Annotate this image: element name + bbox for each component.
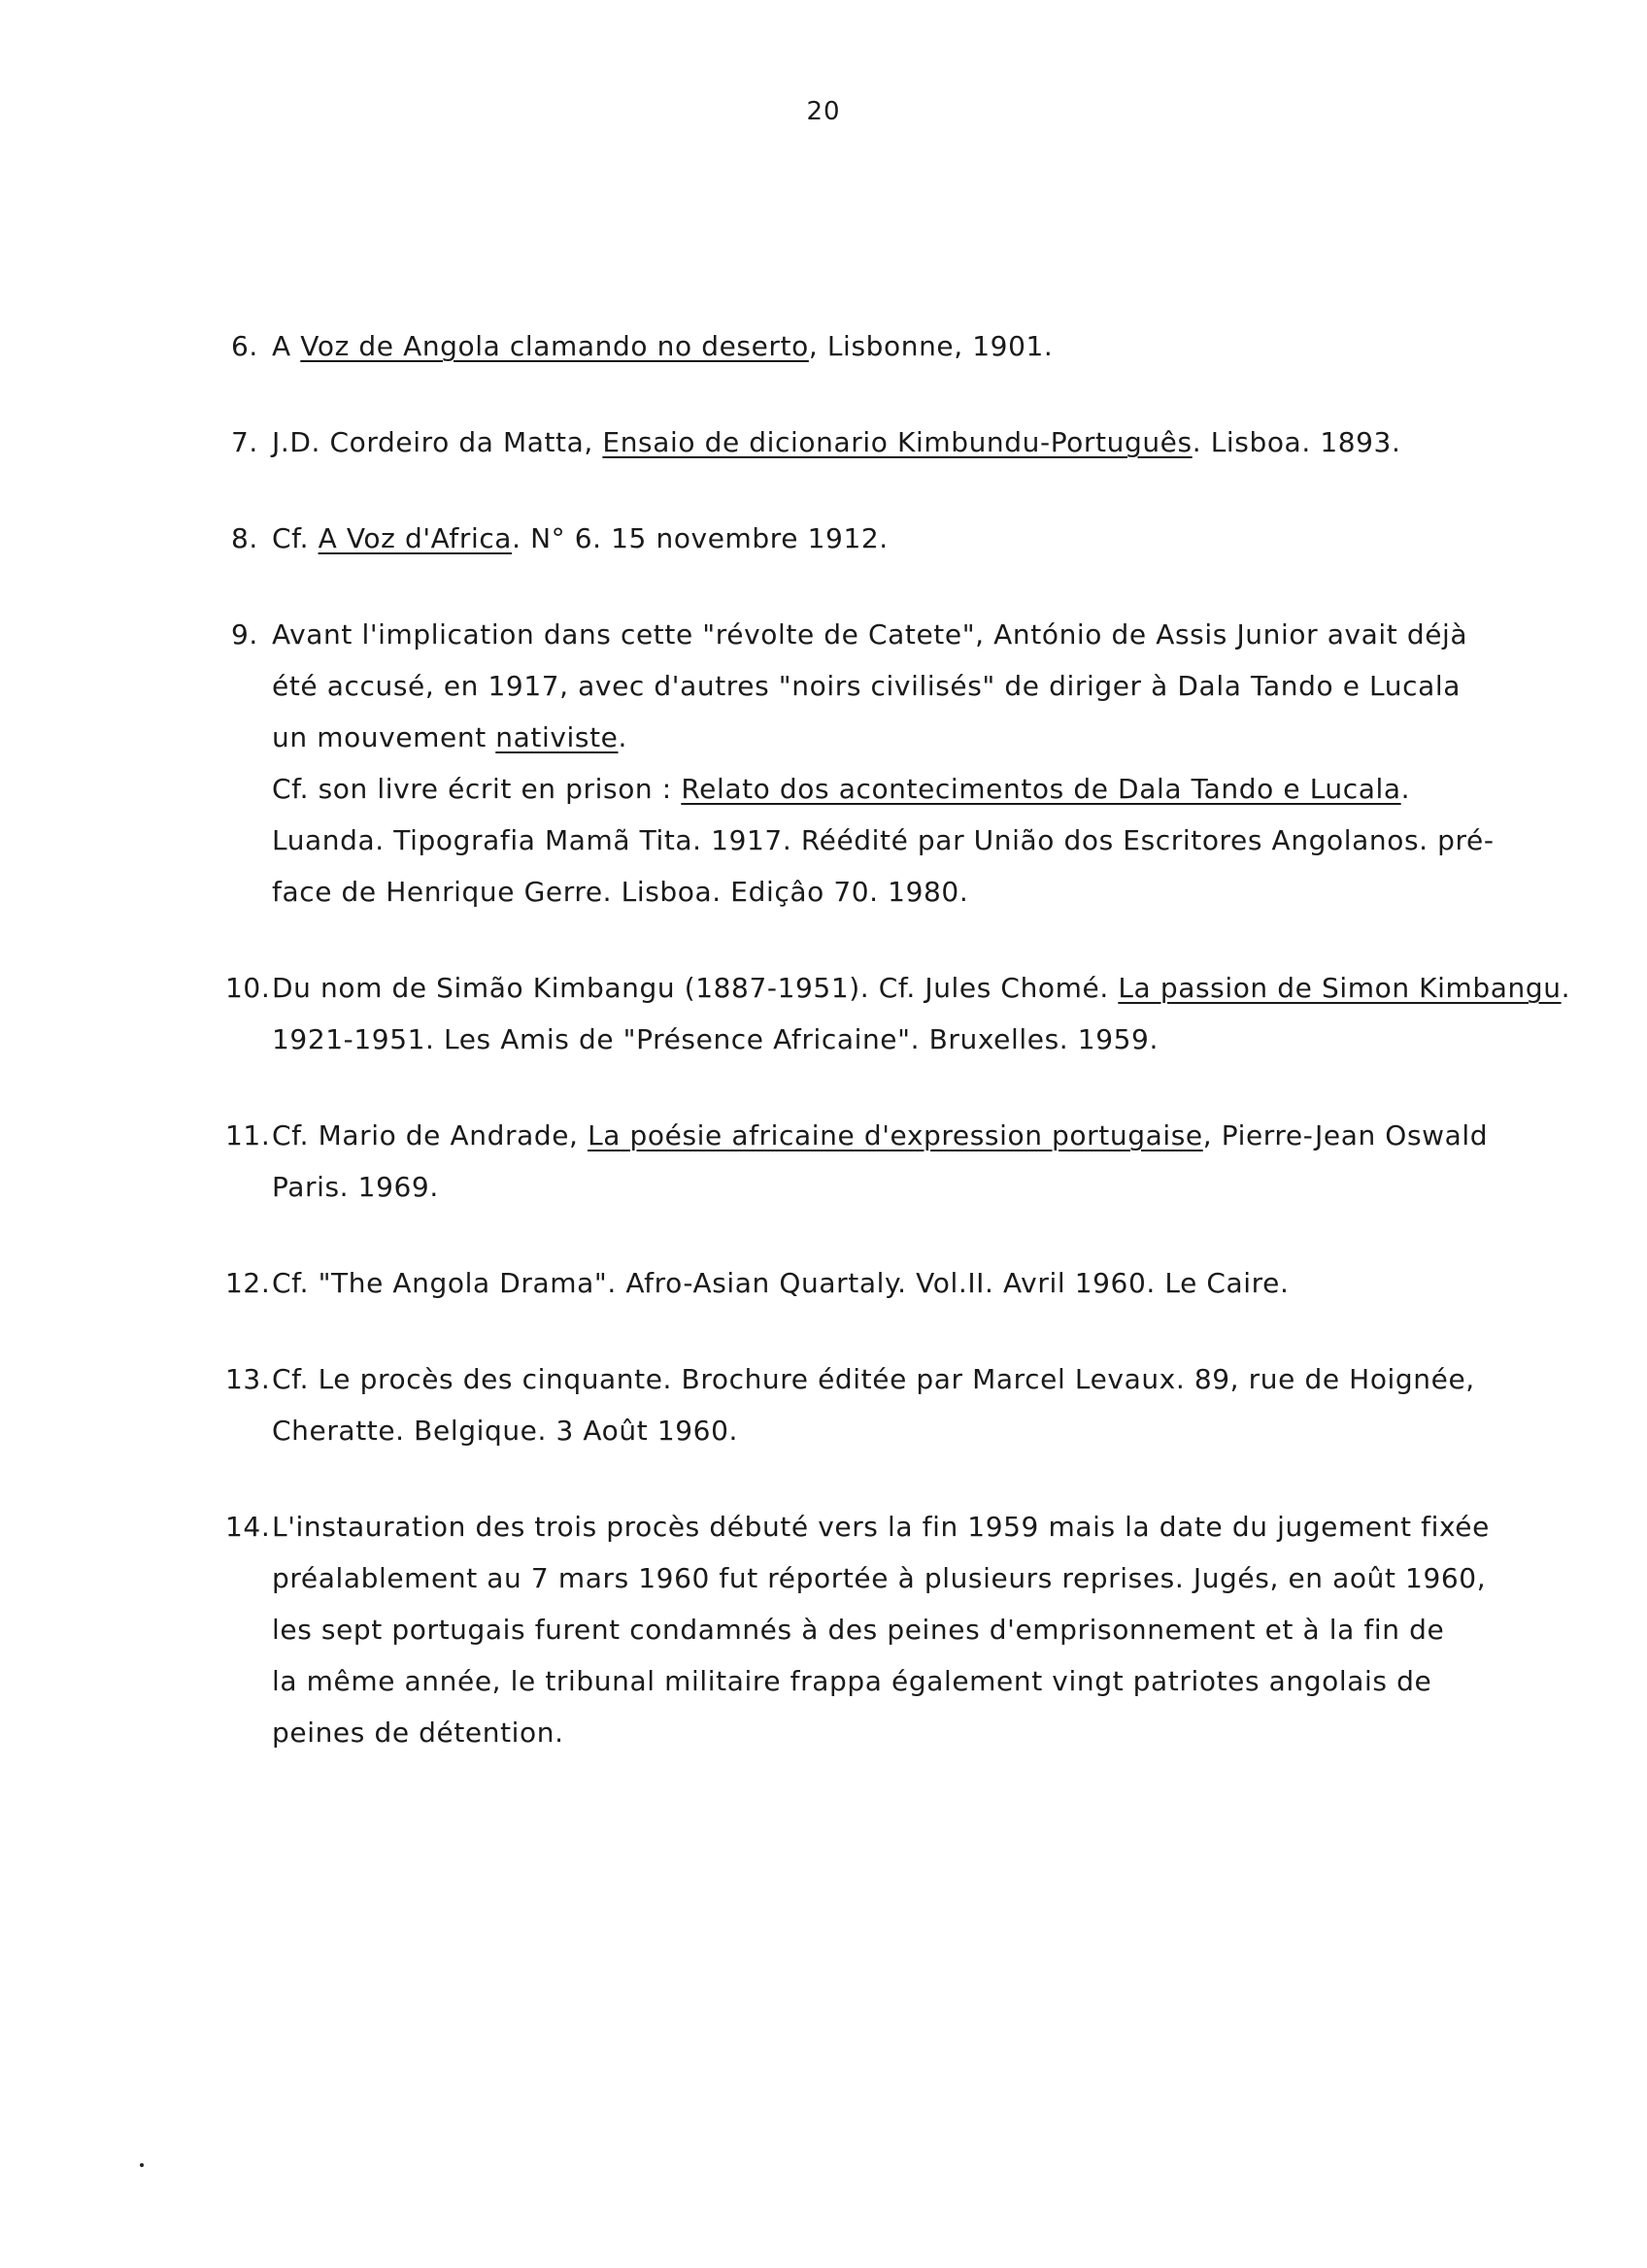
footnote-line: [272, 320, 1581, 372]
text-segment: préalablement au 7 mars 1960 fut réportée à plusieurs reprises. Jugés, en août 1960,: [272, 1562, 1487, 1594]
footnote-line: [272, 1552, 1581, 1604]
text-segment: Luanda. Tipografia Mamã Tita. 1917. Réédité par União dos Escritores Angolanos. pré-: [272, 824, 1495, 856]
text-segment: .: [1400, 773, 1411, 805]
footnote: [231, 320, 1581, 372]
footnote-line: [272, 513, 1581, 564]
footnote-number: 13.: [225, 1363, 271, 1395]
underlined-title: La passion de Simon Kimbangu: [1118, 972, 1562, 1004]
footnote-number: 7.: [231, 426, 258, 458]
text-segment: , Pierre-Jean Oswald: [1202, 1119, 1489, 1151]
footnote: [231, 609, 1581, 917]
underlined-title: La poésie africaine d'expression portugaise: [588, 1119, 1203, 1151]
footnote-line: [272, 866, 1581, 917]
footnote-line: [272, 1501, 1581, 1552]
text-segment: J.D. Cordeiro da Matta,: [272, 426, 603, 458]
footnote-number: 10.: [225, 972, 271, 1004]
page-number: 20: [806, 97, 841, 126]
footnote-line: [272, 1161, 1581, 1213]
underlined-title: Ensaio de dicionario Kimbundu-Português: [602, 426, 1193, 458]
text-segment: Cf. "The Angola Drama". Afro-Asian Quartaly. Vol.II. Avril 1960. Le Caire.: [272, 1267, 1290, 1299]
footnote-line: [272, 1604, 1581, 1655]
footnote-line: [272, 1257, 1581, 1309]
footnote: [225, 1110, 1581, 1213]
footnote-number: 12.: [225, 1267, 271, 1299]
text-segment: Avant l'implication dans cette "révolte de Catete", António de Assis Junior avait déjà: [272, 618, 1468, 650]
text-segment: A: [272, 330, 301, 362]
footnote-line: [272, 1405, 1581, 1456]
underlined-title: nativiste: [495, 721, 619, 753]
text-segment: Cf. son livre écrit en prison :: [272, 773, 682, 805]
footnote-number: 11.: [225, 1119, 271, 1151]
footnote-line: [272, 1353, 1581, 1405]
text-segment: L'instauration des trois procès débuté vers la fin 1959 mais la date du jugement fixée: [272, 1511, 1490, 1543]
underlined-title: A Voz d'Africa: [318, 522, 513, 554]
footnote-number: 9.: [231, 618, 258, 650]
footnote: [231, 513, 1581, 564]
underlined-title: Relato dos acontecimentos de Dala Tando e Lucala: [681, 773, 1401, 805]
text-segment: Cheratte. Belgique. 3 Août 1960.: [272, 1415, 738, 1447]
footnote-line: [272, 1655, 1581, 1707]
text-segment: 1921-1951. Les Amis de "Présence Africaine". Bruxelles. 1959.: [272, 1023, 1159, 1055]
footnote-line: [272, 962, 1581, 1014]
footnote-line: [272, 417, 1581, 468]
footnote-line: [272, 1014, 1581, 1065]
footnote-number: 8.: [231, 522, 258, 554]
text-segment: les sept portugais furent condamnés à des peines d'emprisonnement et à la fin de: [272, 1614, 1445, 1646]
text-segment: , Lisbonne, 1901.: [808, 330, 1054, 362]
text-segment: Du nom de Simão Kimbangu (1887-1951). Cf. Jules Chomé.: [272, 972, 1119, 1004]
text-segment: Cf.: [272, 522, 319, 554]
text-segment: été accusé, en 1917, avec d'autres "noirs civilisés" de diriger à Dala Tando e Lucala: [272, 670, 1462, 702]
underlined-title: Voz de Angola clamando no deserto: [300, 330, 809, 362]
footnote: [225, 1353, 1581, 1456]
text-segment: la même année, le tribunal militaire frappa également vingt patriotes angolais de: [272, 1665, 1432, 1697]
footnote: [225, 1501, 1581, 1758]
scan-speck: [140, 2163, 144, 2167]
footnote-line: [272, 609, 1581, 660]
footnote: [225, 962, 1581, 1065]
footnote: [225, 1257, 1581, 1309]
text-segment: Paris. 1969.: [272, 1171, 439, 1203]
text-segment: peines de détention.: [272, 1717, 564, 1749]
footnote-line: [272, 660, 1581, 712]
footnote: [231, 417, 1581, 468]
text-segment: .: [618, 721, 628, 753]
text-segment: un mouvement: [272, 721, 496, 753]
text-segment: Cf. Mario de Andrade,: [272, 1119, 588, 1151]
footnote-line: [272, 815, 1581, 866]
footnote-line: [272, 1110, 1581, 1161]
footnote-number: 14.: [225, 1511, 271, 1543]
text-segment: Cf. Le procès des cinquante. Brochure éditée par Marcel Levaux. 89, rue de Hoignée,: [272, 1363, 1475, 1395]
footnote-number: 6.: [231, 330, 258, 362]
text-segment: . N° 6. 15 novembre 1912.: [512, 522, 889, 554]
footnote-line: [272, 763, 1581, 815]
text-segment: face de Henrique Gerre. Lisboa. Ediçâo 70. 1980.: [272, 876, 969, 908]
footnote-line: [272, 1707, 1581, 1758]
text-segment: . Lisboa. 1893.: [1192, 426, 1401, 458]
footnotes-list: [225, 320, 1581, 1803]
footnote-line: [272, 712, 1581, 763]
text-segment: .: [1561, 972, 1571, 1004]
